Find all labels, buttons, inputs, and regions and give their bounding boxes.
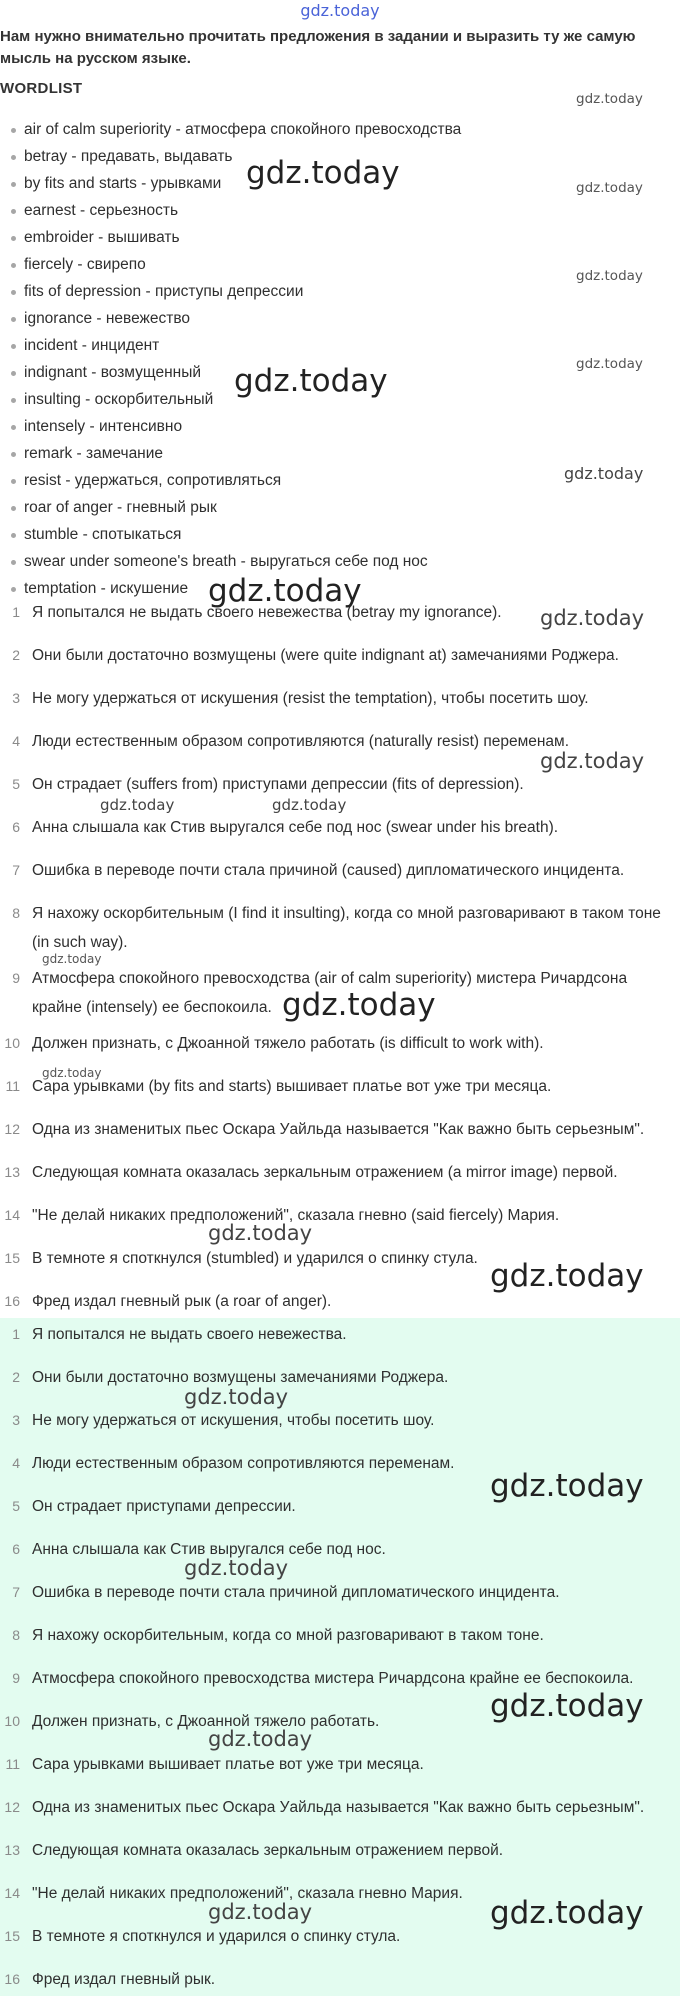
answer-number: 10	[4, 1713, 20, 1729]
wordlist-item: temptation - искушение	[8, 575, 648, 602]
answer-text: Анна слышала как Стив выругался себе под нос.	[32, 1541, 386, 1558]
answer-item	[0, 1363, 680, 1409]
sentence-number: 13	[4, 1164, 20, 1180]
wordlist-item: fits of depression - приступы депрессии	[8, 278, 648, 305]
wordlist-item: stumble - спотыкаться	[8, 521, 648, 548]
sentence-text: Одна из знаменитых пьес Оскара Уайльда называется "Как важно быть серьезным".	[32, 1121, 645, 1138]
sentence-number: 10	[4, 1035, 20, 1051]
watermark: gdz.today	[576, 91, 643, 107]
sentence-number: 8	[12, 905, 20, 921]
sentence-item	[0, 1072, 680, 1115]
answer-number: 14	[4, 1885, 20, 1901]
sentence-item	[0, 899, 680, 964]
sentence-number: 4	[12, 733, 20, 749]
sentence-number: 16	[4, 1293, 20, 1309]
watermark: gdz.today	[234, 363, 388, 399]
site-logo[interactable]: gdz.today	[300, 1, 380, 20]
watermark: gdz.today	[184, 1385, 289, 1409]
watermark: gdz.today	[540, 749, 645, 773]
watermark: gdz.today	[490, 1895, 644, 1931]
sentence-text: Сара урывками (by fits and starts) вышивает платье вот уже три месяца.	[32, 1078, 552, 1095]
sentence-text: Следующая комната оказалась зеркальным отражением (a mirror image) первой.	[32, 1164, 618, 1181]
wordlist-item: betray - предавать, выдавать	[8, 143, 648, 170]
wordlist-item: insulting - оскорбительный	[8, 386, 648, 413]
sentences-with-hints-list	[0, 598, 680, 1330]
watermark: gdz.today	[184, 1556, 289, 1580]
answer-number: 16	[4, 1971, 20, 1987]
sentence-text: "Не делай никаких предположений", сказала гневно (said fiercely) Мария.	[32, 1207, 560, 1224]
answer-number: 12	[4, 1799, 20, 1815]
answer-number: 3	[12, 1412, 20, 1428]
answer-item	[0, 1793, 680, 1836]
wordlist-item: resist - удержаться, сопротивляться	[8, 467, 648, 494]
watermark: gdz.today	[490, 1468, 644, 1504]
answer-number: 11	[5, 1756, 20, 1772]
answer-item	[0, 1578, 680, 1621]
answer-number: 8	[12, 1627, 20, 1643]
sentence-text: Анна слышала как Стив выругался себе под нос (swear under his breath).	[32, 819, 559, 836]
sentence-number: 1	[12, 604, 20, 620]
watermark: gdz.today	[564, 464, 644, 483]
sentence-number: 14	[4, 1207, 20, 1223]
sentence-text: Должен признать, с Джоанной тяжело работать (is difficult to work with).	[32, 1035, 544, 1052]
answer-number: 4	[12, 1455, 20, 1471]
answer-text: Люди естественным образом сопротивляются переменам.	[32, 1455, 455, 1472]
answer-number: 15	[4, 1928, 20, 1944]
sentence-number: 5	[12, 776, 20, 792]
watermark: gdz.today	[576, 180, 643, 196]
watermark: gdz.today	[490, 1688, 644, 1724]
wordlist-item: ignorance - невежество	[8, 305, 648, 332]
answer-number: 5	[12, 1498, 20, 1514]
sentence-number: 7	[12, 862, 20, 878]
watermark: gdz.today	[208, 1900, 313, 1924]
sentence-text: Он страдает (suffers from) приступами депрессии (fits of depression).	[32, 776, 524, 793]
answer-text: Он страдает приступами депрессии.	[32, 1498, 296, 1515]
sentence-text: Ошибка в переводе почти стала причиной (caused) дипломатического инцидента.	[32, 862, 625, 879]
sentence-text: Они были достаточно возмущены (were quite indignant at) замечаниями Роджера.	[32, 647, 619, 664]
answer-text: Я нахожу оскорбительным, когда со мной разговаривают в таком тоне.	[32, 1627, 544, 1644]
watermark: gdz.today	[208, 1221, 313, 1245]
sentence-number: 6	[12, 819, 20, 835]
sentence-item	[0, 641, 680, 684]
sentence-text: Не могу удержаться от искушения (resist the temptation), чтобы посетить шоу.	[32, 690, 589, 707]
watermark: gdz.today	[576, 356, 643, 372]
sentence-number: 2	[12, 647, 20, 663]
answer-text: Фред издал гневный рык.	[32, 1971, 216, 1988]
wordlist-heading: WORDLIST	[0, 80, 83, 97]
sentence-text: Люди естественным образом сопротивляются (naturally resist) переменам.	[32, 733, 570, 750]
answer-text: Я попытался не выдать своего невежества.	[32, 1326, 347, 1343]
watermark: gdz.today	[576, 268, 643, 284]
sentence-item	[0, 1115, 680, 1158]
sentence-text: Я нахожу оскорбительным (I find it insulting), когда со мной разговаривают в таком тоне (in such way).	[32, 905, 661, 951]
wordlist-item: earnest - серьезность	[8, 197, 648, 224]
sentence-text: Фред издал гневный рык (a roar of anger).	[32, 1293, 332, 1310]
sentence-number: 9	[12, 970, 20, 986]
wordlist-item: air of calm superiority - атмосфера спокойного превосходства	[8, 116, 648, 143]
sentence-item	[0, 684, 680, 727]
sentence-number: 12	[4, 1121, 20, 1137]
wordlist-item: indignant - возмущенный	[8, 359, 648, 386]
watermark: gdz.today	[246, 155, 400, 191]
watermark: gdz.today	[208, 573, 362, 609]
answer-text: В темноте я споткнулся и ударился о спинку стула.	[32, 1928, 401, 1945]
watermark: gdz.today	[282, 987, 436, 1023]
sentence-item	[0, 813, 680, 856]
wordlist-item: incident - инцидент	[8, 332, 648, 359]
answer-text: "Не делай никаких предположений", сказала гневно Мария.	[32, 1885, 463, 1902]
sentence-number: 15	[4, 1250, 20, 1266]
answer-text: Должен признать, с Джоанной тяжело работать.	[32, 1713, 380, 1730]
watermark: gdz.today	[100, 796, 175, 814]
answer-item	[0, 1320, 680, 1363]
answer-number: 2	[12, 1369, 20, 1385]
answer-number: 7	[12, 1584, 20, 1600]
wordlist-item: intensely - интенсивно	[8, 413, 648, 440]
sentence-item	[0, 856, 680, 899]
answer-text: Одна из знаменитых пьес Оскара Уайльда называется "Как важно быть серьезным".	[32, 1799, 645, 1816]
sentence-text: Атмосфера спокойного превосходства (air of calm superiority) мистера Ричардсона крайне (intensely) ее беспокоила.	[32, 970, 628, 1016]
answer-text: Ошибка в переводе почти стала причиной дипломатического инцидента.	[32, 1584, 560, 1601]
answer-text: Они были достаточно возмущены замечаниями Роджера.	[32, 1369, 449, 1386]
wordlist-item: embroider - вышивать	[8, 224, 648, 251]
sentence-text: Я попытался не выдать своего невежества (betray my ignorance).	[32, 604, 502, 621]
watermark: gdz.today	[490, 1258, 644, 1294]
answer-text: Атмосфера спокойного превосходства мистера Ричардсона крайне ее беспокоила.	[32, 1670, 634, 1687]
sentence-item	[0, 1158, 680, 1201]
answer-number: 9	[12, 1670, 20, 1686]
answer-text: Сара урывками вышивает платье вот уже три месяца.	[32, 1756, 424, 1773]
answer-item	[0, 1535, 680, 1578]
sentence-number: 11	[5, 1078, 20, 1094]
watermark: gdz.today	[272, 796, 347, 814]
sentence-item	[0, 1029, 680, 1072]
answer-number: 6	[12, 1541, 20, 1557]
watermark: gdz.today	[42, 1066, 102, 1080]
sentence-text: В темноте я споткнулся (stumbled) и ударился о спинку стула.	[32, 1250, 478, 1267]
wordlist-item: remark - замечание	[8, 440, 648, 467]
sentence-item	[0, 1201, 680, 1244]
watermark: gdz.today	[540, 606, 645, 630]
answer-item	[0, 1965, 680, 2008]
wordlist-item: roar of anger - гневный рык	[8, 494, 648, 521]
sentence-number: 3	[12, 690, 20, 706]
task-instruction: Нам нужно внимательно прочитать предложения в задании и выразить ту же самую мысль на русском языке.	[0, 28, 636, 67]
answer-item	[0, 1621, 680, 1664]
watermark: gdz.today	[42, 952, 102, 966]
answer-item	[0, 1836, 680, 1879]
wordlist-item: by fits and starts - урывками	[8, 170, 648, 197]
wordlist-item: swear under someone's breath - выругаться себе под нос	[8, 548, 648, 575]
answer-text: Не могу удержаться от искушения, чтобы посетить шоу.	[32, 1412, 435, 1429]
answer-number: 1	[12, 1326, 20, 1342]
answer-number: 13	[4, 1842, 20, 1858]
answer-item	[0, 1406, 680, 1449]
watermark: gdz.today	[208, 1727, 313, 1751]
wordlist-item: fiercely - свирепо	[8, 251, 648, 278]
answer-item	[0, 1750, 680, 1793]
answer-text: Следующая комната оказалась зеркальным отражением первой.	[32, 1842, 504, 1859]
